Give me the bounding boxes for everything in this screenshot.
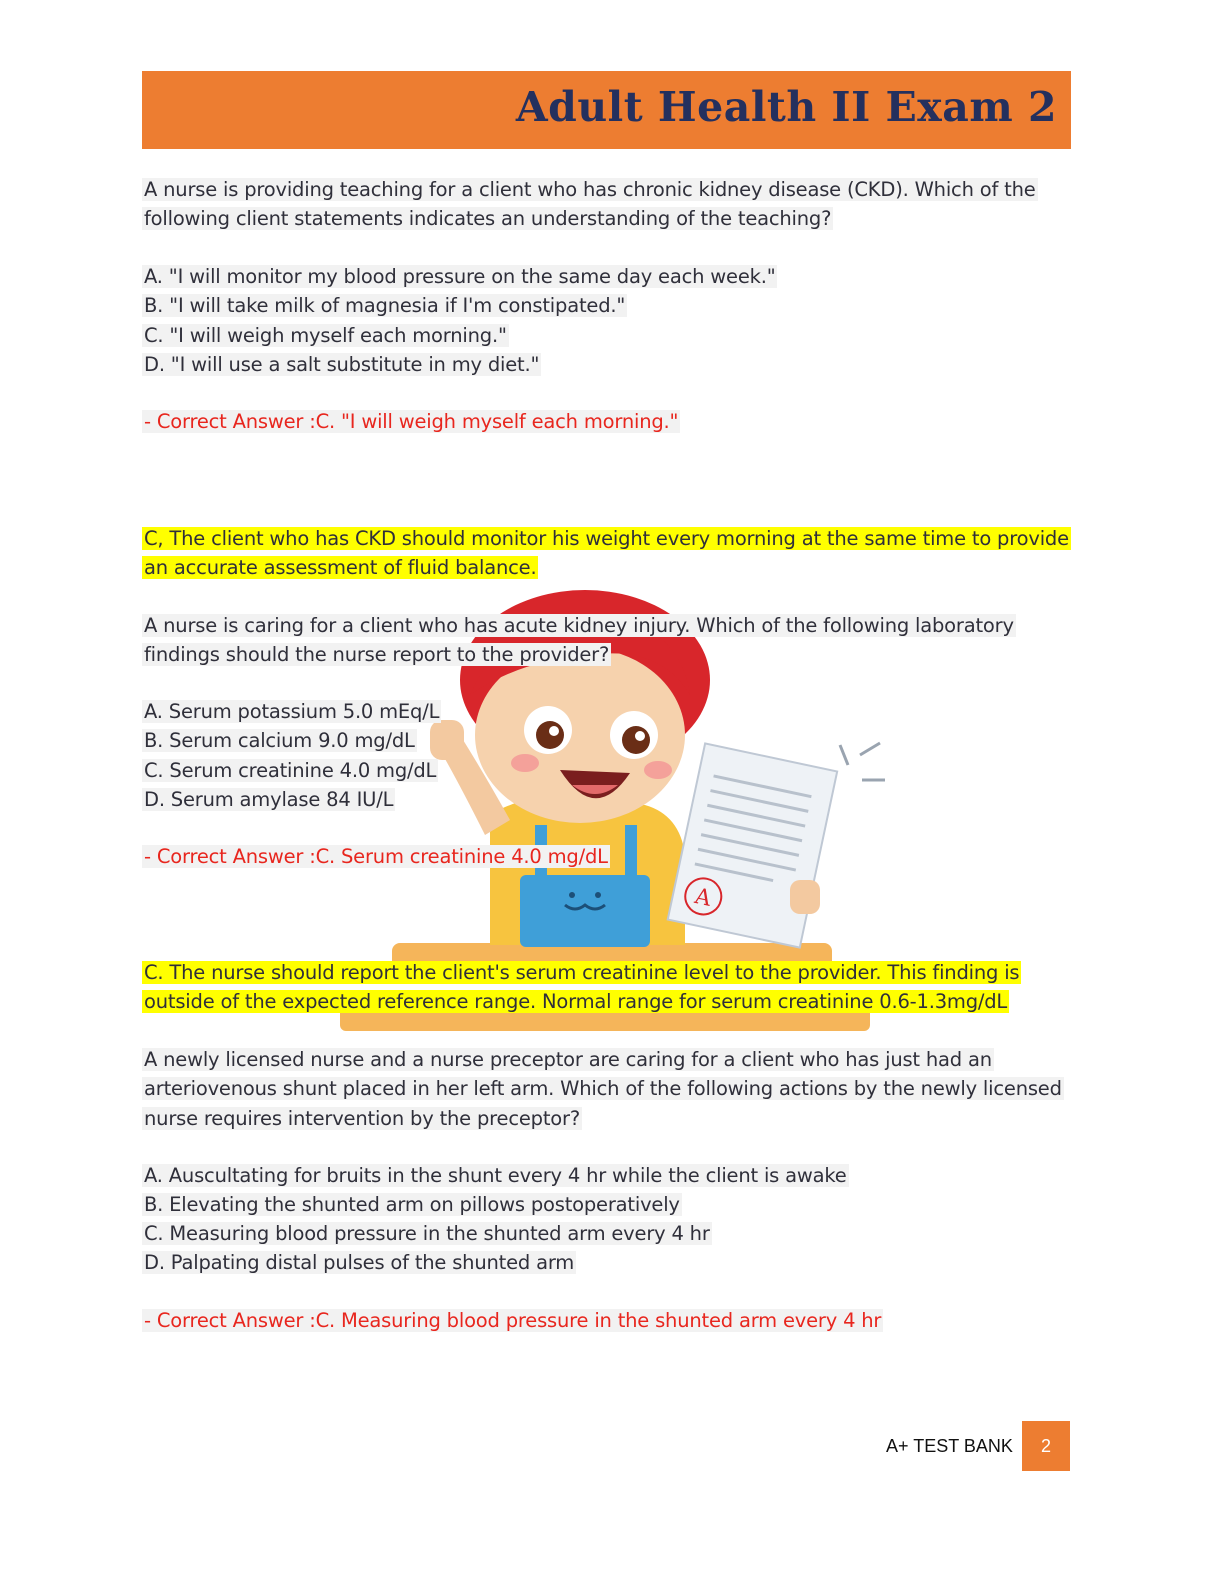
page-number: 2: [1022, 1421, 1070, 1471]
q3-option-d: D. Palpating distal pulses of the shunted arm: [144, 1251, 575, 1274]
q3-stem-line-3: nurse requires intervention by the preceptor?: [144, 1107, 580, 1130]
q1-stem-line-2: following client statements indicates an understanding of the teaching?: [144, 207, 832, 230]
q1-option-b: B. "I will take milk of magnesia if I'm constipated.": [144, 294, 626, 317]
page-title: Adult Health II Exam 2: [515, 83, 1057, 131]
q2-option-a: A. Serum potassium 5.0 mEq/L: [144, 700, 440, 723]
q1-rationale-line-1: C, The client who has CKD should monitor his weight every morning at the same time to provide: [144, 527, 1069, 550]
q1-rationale-line-2: an accurate assessment of fluid balance.: [144, 556, 537, 579]
q3-correct-answer: - Correct Answer :C. Measuring blood pressure in the shunted arm every 4 hr: [144, 1309, 882, 1332]
q2-stem-line-1: A nurse is caring for a client who has acute kidney injury. Which of the following laboratory: [144, 614, 1014, 637]
q3-option-a: A. Auscultating for bruits in the shunt every 4 hr while the client is awake: [144, 1164, 847, 1187]
q3-stem-line-2: arteriovenous shunt placed in her left arm. Which of the following actions by the newly licensed: [144, 1077, 1062, 1100]
q1-stem-line-1: A nurse is providing teaching for a client who has chronic kidney disease (CKD). Which of the: [144, 178, 1036, 201]
footer-label: A+ TEST BANK: [886, 1436, 1013, 1456]
grade-mark: A: [692, 883, 714, 912]
q1-option-a: A. "I will monitor my blood pressure on the same day each week.": [144, 265, 776, 288]
q2-stem-line-2: findings should the nurse report to the provider?: [144, 643, 610, 666]
q3-option-c: C. Measuring blood pressure in the shunted arm every 4 hr: [144, 1222, 710, 1245]
q1-option-c: C. "I will weigh myself each morning.": [144, 324, 507, 347]
q2-option-b: B. Serum calcium 9.0 mg/dL: [144, 729, 415, 752]
q2-option-c: C. Serum creatinine 4.0 mg/dL: [144, 759, 437, 782]
q2-rationale-line-2: outside of the expected reference range. Normal range for serum creatinine 0.6-1.3mg/dL: [144, 990, 1008, 1013]
q3-stem-line-1: A newly licensed nurse and a nurse preceptor are caring for a client who has just had an: [144, 1048, 992, 1071]
q2-rationale-line-1: C. The nurse should report the client's serum creatinine level to the provider. This finding is: [144, 961, 1020, 984]
q2-correct-answer: - Correct Answer :C. Serum creatinine 4.0 mg/dL: [144, 845, 608, 868]
q1-correct-answer: - Correct Answer :C. "I will weigh myself each morning.": [144, 410, 679, 433]
q2-option-d: D. Serum amylase 84 IU/L: [144, 788, 394, 811]
q3-option-b: B. Elevating the shunted arm on pillows postoperatively: [144, 1193, 680, 1216]
q1-option-d: D. "I will use a salt substitute in my diet.": [144, 353, 540, 376]
